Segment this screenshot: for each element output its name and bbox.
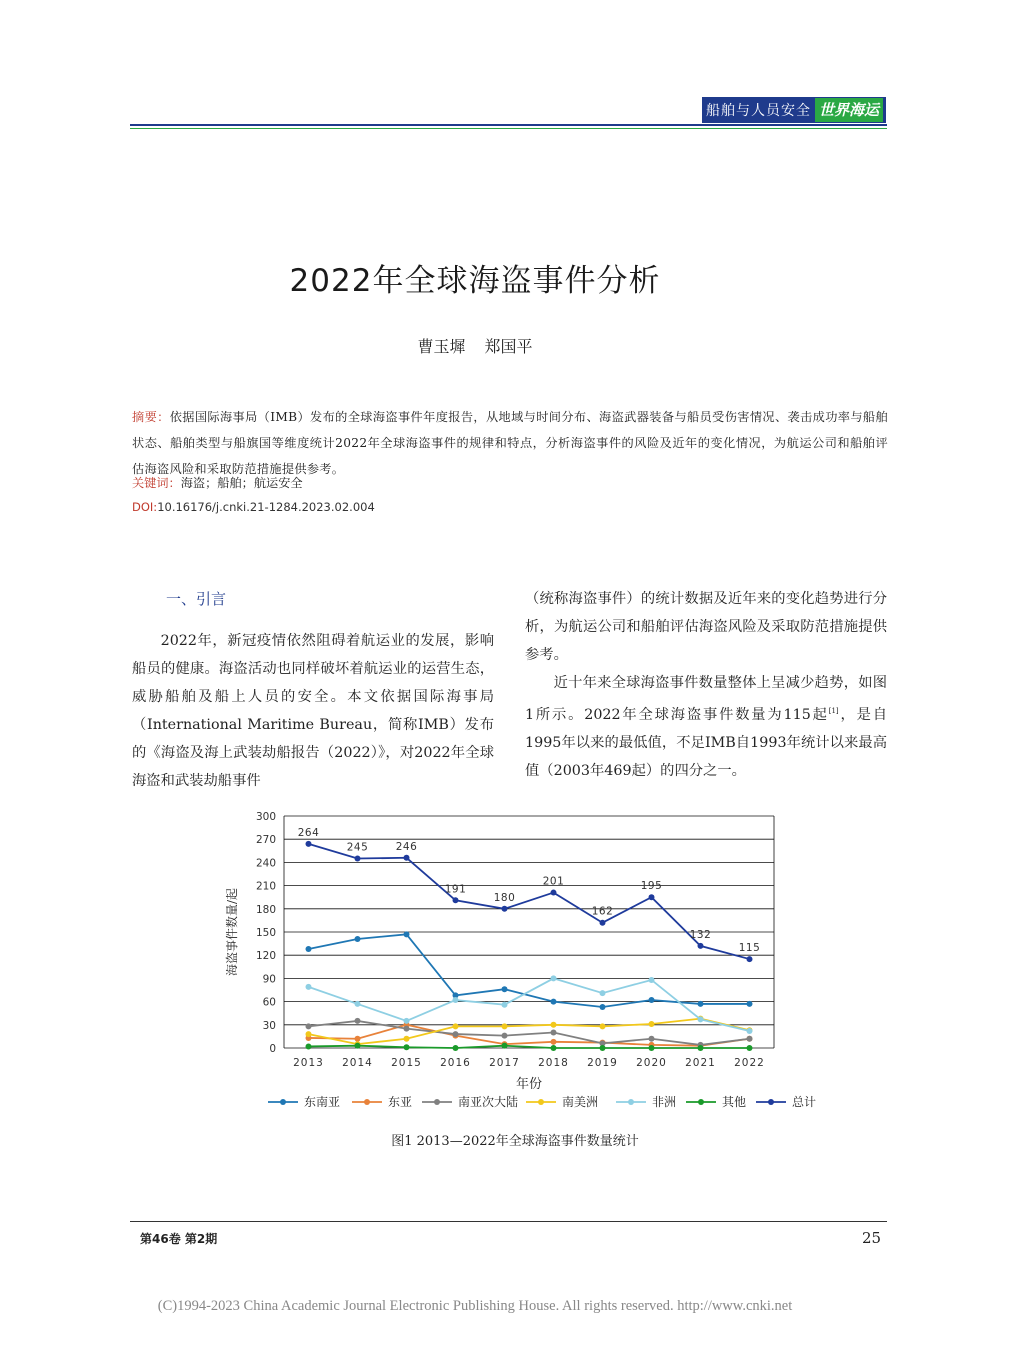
legend-marker <box>280 1099 286 1105</box>
data-point <box>306 1023 312 1029</box>
legend-label: 南亚次大陆 <box>458 1095 519 1109</box>
data-point <box>306 1031 312 1037</box>
body-column-right <box>525 585 887 785</box>
data-point <box>600 990 606 996</box>
doi-label: DOI: <box>132 500 158 514</box>
y-tick-label: 150 <box>255 927 276 939</box>
header-rule-accent <box>130 128 887 129</box>
article-title: 2022年全球海盗事件分析 <box>289 263 661 299</box>
data-point <box>747 956 753 962</box>
data-label: 180 <box>493 891 516 904</box>
data-point <box>698 1001 704 1007</box>
data-point <box>649 997 655 1003</box>
data-point <box>453 897 459 903</box>
data-point <box>551 1030 557 1036</box>
data-point <box>453 1023 459 1029</box>
data-point <box>306 946 312 952</box>
data-label: 162 <box>591 905 614 918</box>
reference-mark: [1] <box>828 707 839 715</box>
article-authors: 曹玉墀 郑国平 <box>417 337 533 356</box>
journal-header-badge <box>702 97 886 123</box>
legend-label: 南美洲 <box>562 1095 599 1109</box>
data-point <box>551 1022 557 1028</box>
paragraph-text: ，是自1995年以来的最低值，不足IMB自1993年统计以来最高值（2003年469起）的四分之一。 <box>525 706 887 779</box>
data-point <box>502 1002 508 1008</box>
data-point <box>502 1023 508 1029</box>
data-point <box>649 977 655 983</box>
data-point <box>502 906 508 912</box>
copyright-notice: (C)1994-2023 China Academic Journal Electronic Publishing House. All rights reserved. http://www.cnki.net <box>157 1298 793 1314</box>
y-tick-label: 300 <box>255 811 276 823</box>
data-label: 132 <box>689 928 712 941</box>
data-point <box>404 855 410 861</box>
data-point <box>698 943 704 949</box>
data-point <box>453 997 459 1003</box>
doi-text: 10.16176/j.cnki.21-1284.2023.02.004 <box>157 500 375 514</box>
data-label: 201 <box>542 875 565 888</box>
data-point <box>306 1043 312 1049</box>
data-label: 115 <box>738 942 761 955</box>
paragraph <box>525 669 887 785</box>
x-axis-title: 年份 <box>515 1077 543 1092</box>
y-tick-label: 90 <box>262 973 276 986</box>
legend-marker <box>698 1099 704 1105</box>
x-tick-label: 2015 <box>391 1057 422 1069</box>
y-tick-label: 0 <box>269 1043 276 1055</box>
data-point <box>453 1031 459 1037</box>
x-tick-label: 2021 <box>685 1057 716 1069</box>
data-point <box>649 1021 655 1027</box>
y-axis-title: 海盗事件数量/起 <box>225 887 239 977</box>
data-point <box>502 986 508 992</box>
legend-marker <box>768 1099 774 1105</box>
figure-caption: 图1 2013—2022年全球海盗事件数量统计 <box>391 1134 639 1149</box>
y-tick-label: 30 <box>262 1019 276 1032</box>
legend-marker <box>434 1099 440 1105</box>
data-point <box>698 1016 704 1022</box>
legend-label: 东南亚 <box>304 1095 341 1109</box>
data-label: 195 <box>640 880 663 893</box>
data-point <box>404 1018 410 1024</box>
data-point <box>600 1023 606 1029</box>
journal-brand-logo: 世界海运 <box>815 98 883 122</box>
data-point <box>404 1044 410 1050</box>
keywords-label: 关键词： <box>132 476 181 490</box>
data-point <box>453 1045 459 1051</box>
abstract-label: 摘要： <box>132 410 170 424</box>
data-point <box>747 1001 753 1007</box>
paragraph-text: 近十年来全球海盗事件数量整体上呈减少趋势，如图1所示。2022年全球海盗事件数量为115起 <box>525 675 887 723</box>
data-point <box>355 1001 361 1007</box>
data-label: 191 <box>444 883 467 896</box>
data-point <box>502 1043 508 1049</box>
data-point <box>551 1045 557 1051</box>
data-point <box>355 1018 361 1024</box>
legend-marker <box>628 1099 634 1105</box>
legend-marker <box>538 1099 544 1105</box>
header-rule <box>130 124 887 126</box>
data-point <box>698 1045 704 1051</box>
x-tick-label: 2020 <box>636 1057 667 1069</box>
x-tick-label: 2014 <box>342 1057 373 1069</box>
data-point <box>551 1039 557 1045</box>
x-tick-label: 2013 <box>293 1057 324 1069</box>
footer-rule <box>130 1221 887 1222</box>
abstract <box>132 404 888 482</box>
data-point <box>355 856 361 862</box>
data-point <box>306 984 312 990</box>
x-tick-label: 2018 <box>538 1057 569 1069</box>
abstract-text: 依据国际海事局（IMB）发布的全球海盗事件年度报告，从地域与时间分布、海盗武器装备与船员受伤害情况、袭击成功率与船舶状态、船舶类型与船旗国等维度统计2022年全球海盗事件的规律和特点，分析海盗事件的风险及近年的变化情况，为航运公司和船舶评估海盗风险和采取防范措施提供参考。 <box>132 410 888 476</box>
y-tick-label: 210 <box>255 880 276 893</box>
legend-label: 其他 <box>722 1095 747 1109</box>
data-point <box>502 1033 508 1039</box>
keywords-text: 海盗；船舶；航运安全 <box>180 476 303 490</box>
body-column-left <box>132 585 494 795</box>
series-line <box>309 934 750 1007</box>
paragraph: （统称海盗事件）的统计数据及近年来的变化趋势进行分析，为航运公司和船舶评估海盗风险及采取防范措施提供参考。 <box>525 591 887 663</box>
line-chart <box>212 800 817 1120</box>
data-point <box>600 1045 606 1051</box>
data-point <box>404 1036 410 1042</box>
x-tick-label: 2017 <box>489 1057 520 1069</box>
series-line <box>309 841 750 959</box>
data-point <box>747 1036 753 1042</box>
y-tick-label: 120 <box>255 950 276 963</box>
data-point <box>649 894 655 900</box>
keywords <box>132 474 303 491</box>
legend-label: 非洲 <box>652 1095 677 1109</box>
data-label: 246 <box>395 840 418 853</box>
x-tick-label: 2022 <box>734 1057 765 1069</box>
data-point <box>355 1036 361 1042</box>
data-point <box>355 1043 361 1049</box>
legend-label: 总计 <box>792 1095 817 1109</box>
data-point <box>649 1036 655 1042</box>
series-line <box>309 1019 750 1045</box>
y-tick-label: 60 <box>262 996 276 1009</box>
doi <box>132 500 375 514</box>
data-point <box>747 1045 753 1051</box>
y-tick-label: 180 <box>255 903 276 916</box>
y-tick-label: 240 <box>255 857 276 870</box>
data-point <box>649 1045 655 1051</box>
data-point <box>551 999 557 1005</box>
data-label: 245 <box>346 841 369 854</box>
data-point <box>600 1004 606 1010</box>
y-tick-label: 270 <box>255 834 276 847</box>
legend-marker <box>364 1099 370 1105</box>
legend-label: 东亚 <box>388 1095 413 1109</box>
data-point <box>600 920 606 926</box>
data-point <box>404 931 410 937</box>
data-point <box>551 975 557 981</box>
data-point <box>404 1026 410 1032</box>
data-label: 264 <box>297 826 320 839</box>
page-number: 25 <box>862 1229 882 1247</box>
section-label: 船舶与人员安全 <box>706 103 811 119</box>
data-point <box>306 841 312 847</box>
paragraph: 2022年，新冠疫情依然阻碍着航运业的发展，影响船员的健康。海盗活动也同样破坏着航运业的运营生态，威胁船舶及船上人员的安全。本文依据国际海事局（International Maritime Bureau，简称IMB）发布的《海盗及海上武装劫船报告（2022）》，对2022年全球海盗和武装劫船事件 <box>132 633 494 789</box>
data-point <box>551 890 557 896</box>
x-tick-label: 2016 <box>440 1057 471 1069</box>
data-point <box>747 1028 753 1034</box>
section-heading: 一、引言 <box>166 590 227 608</box>
volume-issue: 第46卷 第2期 <box>140 1232 218 1246</box>
data-point <box>355 936 361 942</box>
x-tick-label: 2019 <box>587 1057 618 1069</box>
